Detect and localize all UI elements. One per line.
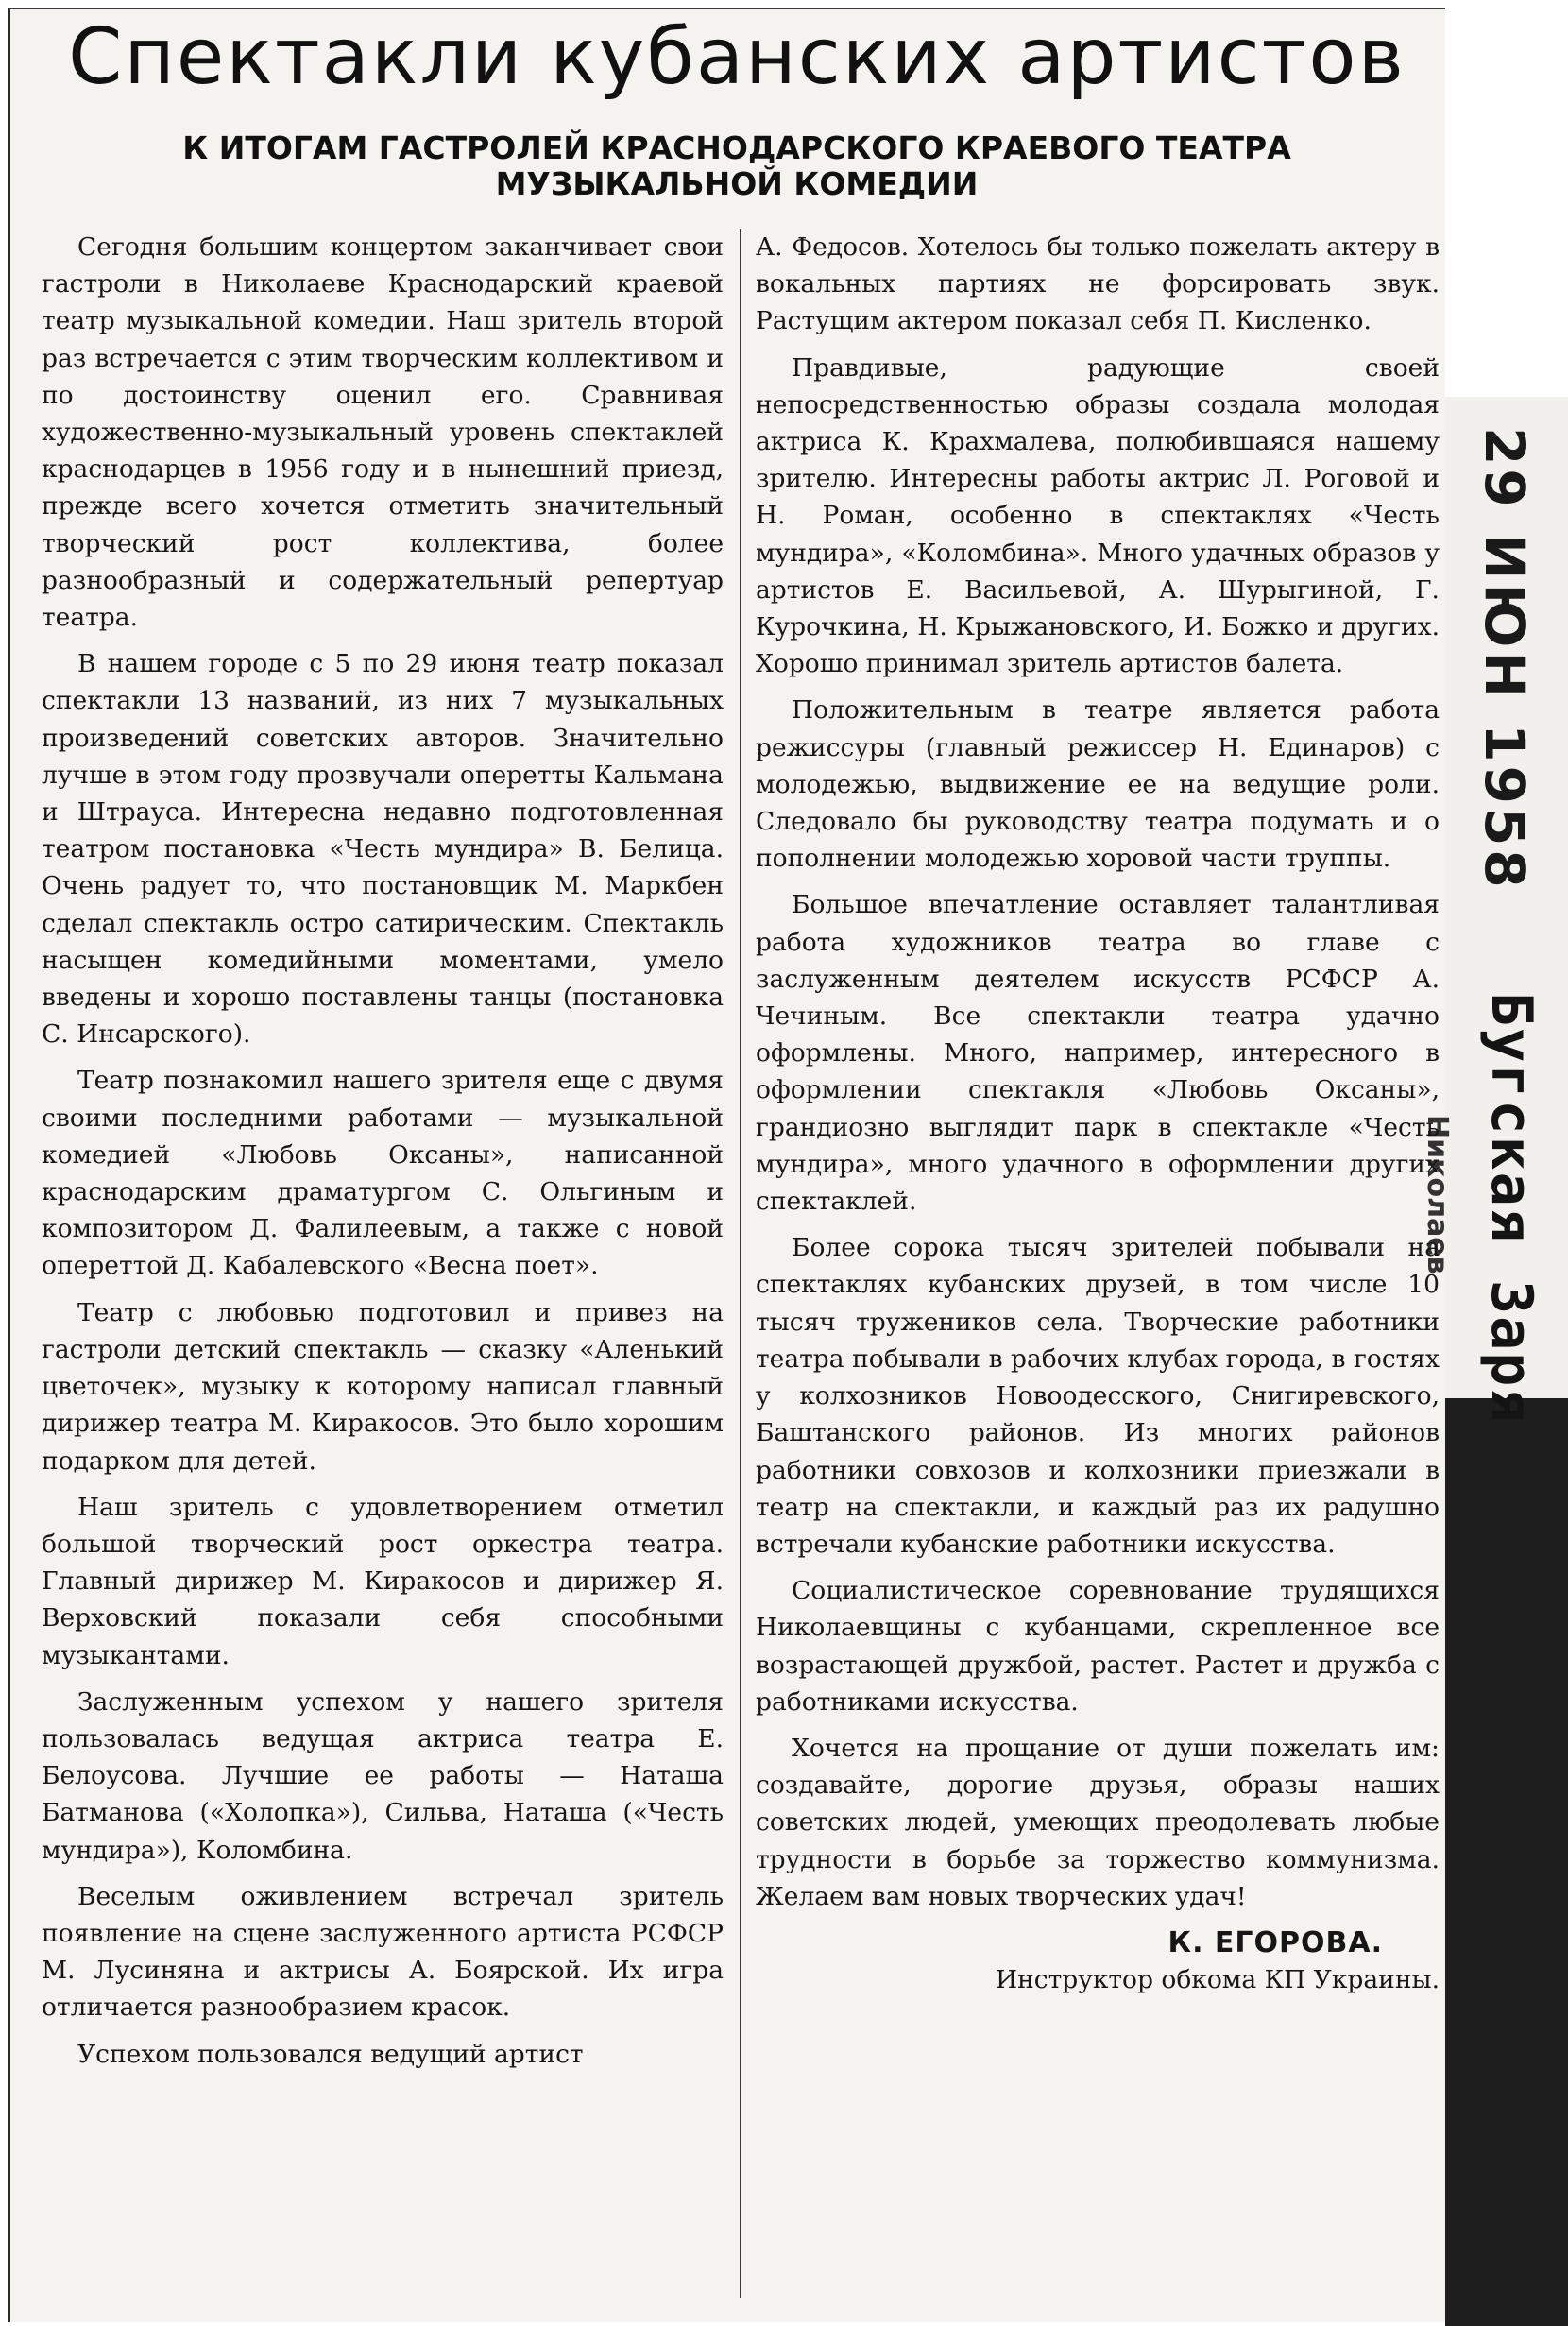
author-signature: К. ЕГОРОВА. (1167, 1925, 1383, 1959)
paragraph: Заслуженным успехом у нашего зрителя пользовалась ведущая актриса театра Е. Белоусова. Лучшие ее работы — Наташа Батманова («Холопка»), Сильва, Наташа («Честь мундира»), Коломбина. (42, 1686, 724, 1865)
paragraph: Успехом пользовался ведущий артист (77, 2039, 584, 2069)
stamp-city: Николаев (1421, 1115, 1454, 1274)
paragraph: Театр познакомил нашего зрителя еще с двумя своими последними работами — музыкальной комедией «Любовь Оксаны», написанной краснодарским драматургом С. Ольгиным и композитором Д. Фалилеевым, а также с новой опереттой Д. Кабалевского «Весна поет». (42, 1066, 724, 1281)
article-subheadline: К ИТОГАМ ГАСТРОЛЕЙ КРАСНОДАРСКОГО КРАЕВОГО ТЕАТРА МУЗЫКАЛЬНОЙ КОМЕДИИ (182, 129, 1291, 202)
scan-margin (1445, 0, 1568, 397)
paragraph: Хочется на прощание от души пожелать им: создавайте, дорогие друзья, образы наших советских людей, умеющих преодолевать любые трудности в борьбе за торжество коммунизма. Желаем вам новых творческих удач! (756, 1733, 1440, 1911)
paragraph: Правдивые, радующие своей непосредственностью образы создала молодая актриса К. Крахмалева, полюбившаяся нашему зрителю. Интересны работы актрис Л. Роговой и Н. Роман, особенно в спектаклях «Честь мундира», «Коломбина». Много удачных образов у артистов Е. Васильевой, А. Шурыгиной, Г. Курочкина, Н. Крыжановского, И. Божко и других. Хорошо принимал зритель артистов балета. (756, 352, 1440, 679)
stamp-newspaper-name: Бугская Заря (1478, 992, 1544, 1425)
right-column (756, 229, 1440, 2318)
paragraph: Веселым оживлением встречал зритель появление на сцене заслуженного артиста РСФСР М. Лусиняна и актрисы А. Боярской. Их игра отличается разнообразием красок. (42, 1881, 724, 2023)
paragraph: Наш зритель с удовлетворением отметил большой творческий рост оркестра театра. Главный дирижер М. Киракосов и дирижер Я. Верховский показали себя способными музыкантами. (42, 1492, 724, 1670)
author-role: Инструктор обкома КП Украины. (995, 1965, 1440, 1995)
paragraph: Более сорока тысяч зрителей побывали на спектаклях кубанских друзей, в том числе 10 тысяч тружеников села. Творческие работники театра побывали в рабочих клубах города, в гостях у колхозников Новоодесского, Снигиревского, Баштанского районов. Из многих районов работники совхозов и колхозники приезжали в театр на спектакли, и каждый раз их радушно встречали кубанские работники искусства. (756, 1233, 1440, 1559)
stamp-date: 29 ИЮН 1958 (1473, 427, 1537, 892)
paragraph: Большое впечатление оставляет талантливая работа художников театра во главе с заслуженным деятелем искусств РСФСР А. Чечиным. Все спектакли театра удачно оформлены. Много, например, интересного в оформлении спектакля «Любовь Оксаны», грандиозно выглядит парк в спектакле «Честь мундира», много удачного в оформлении других спектаклей. (756, 890, 1440, 1217)
paragraph: В нашем городе с 5 по 29 июня театр показал спектакли 13 названий, из них 7 музыкальных произведений советских авторов. Значительно лучше в этом году прозвучали оперетты Кальмана и Штрауса. Интересна недавно подготовленная театром постановка «Честь мундира» В. Белица. Очень радует то, что постановщик М. Маркбен сделал спектакль остро сатирическим. Спектакль насыщен комедийными моментами, умело введены и хорошо поставлены танцы (постановка С. Инсарского). (42, 649, 724, 1050)
paragraph: Театр с любовью подготовил и привез на гастроли детский спектакль — сказку «Аленький цветочек», музыку к которому написал главный дирижер театра М. Киракосов. Это было хорошим подарком для детей. (42, 1297, 724, 1476)
left-column (42, 229, 724, 2318)
column-divider (740, 229, 741, 2298)
paragraph: А. Федосов. Хотелось бы только пожелать актеру в вокальных партиях не форсировать звук. Растущим актером показал себя П. Кисленко. (756, 232, 1440, 336)
paragraph: Положительным в театре является работа режиссуры (главный режиссер Н. Единаров) с молодежью, выдвижение ее на ведущие роли. Следовало бы руководству театра подумать и о пополнении молодежью хоровой части труппы. (756, 695, 1440, 874)
paragraph: Сегодня большим концертом заканчивает свои гастроли в Николаеве Краснодарский краевой театр музыкальной комедии. Наш зритель второй раз встречается с этим творческим коллективом и по достоинству оценил его. Сравнивая художественно-музыкальный уровень спектаклей краснодарцев в 1956 году и в нынешний приезд, прежде всего хочется отметить значительный творческий рост коллектива, более разнообразный и содержательный репертуар театра. (42, 232, 724, 633)
paragraph: Социалистическое соревнование трудящихся Николаевщины с кубанцами, скрепленное все возрастающей дружбой, растет. Растет и дружба с работниками искусства. (756, 1576, 1440, 1717)
article-headline: Спектакли кубанских артистов (68, 12, 1406, 102)
